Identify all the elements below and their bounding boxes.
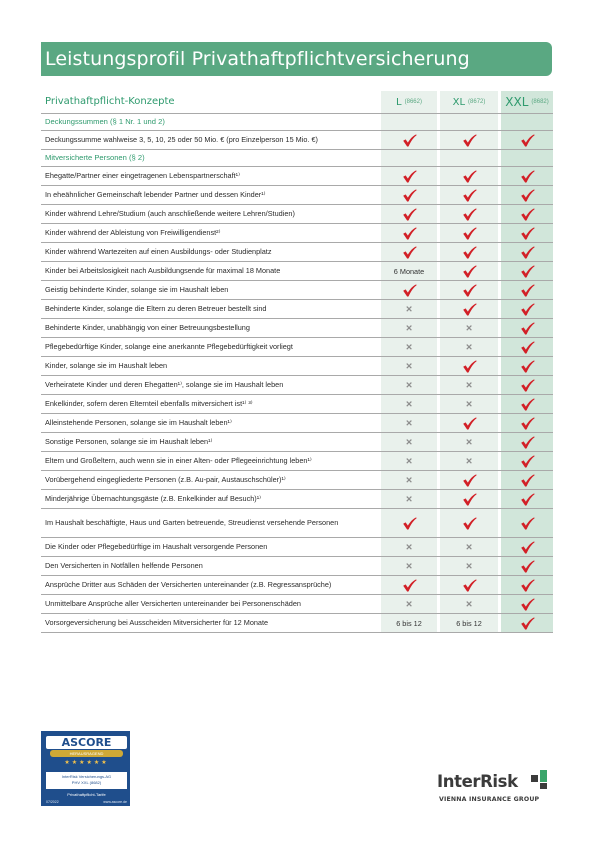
plan-l-cell xyxy=(380,414,437,432)
checkmark-icon xyxy=(462,360,477,373)
not-included-icon: ✕ xyxy=(405,436,413,447)
page-title: Leistungsprofil Privathaftpflichtversicherung xyxy=(45,48,470,70)
row-label-cell xyxy=(41,224,380,242)
checkmark-icon xyxy=(402,517,417,530)
checkmark-icon xyxy=(520,579,535,592)
logo-subtitle: VIENNA INSURANCE GROUP xyxy=(439,796,540,803)
row-label-cell xyxy=(41,452,380,470)
row-label-cell xyxy=(41,490,380,508)
logo-name: InterRisk xyxy=(437,772,518,791)
checkmark-icon xyxy=(402,189,417,202)
plan-l-cell xyxy=(380,319,437,337)
table-row xyxy=(41,167,553,186)
not-included-icon: ✕ xyxy=(465,598,473,609)
row-label: Den Versicherten in Notfällen helfende Personen xyxy=(45,561,203,571)
plan-xxl-cell xyxy=(498,509,553,537)
plan-xl-cell xyxy=(437,131,498,149)
checkmark-icon xyxy=(462,474,477,487)
plan-xl-cell xyxy=(437,224,498,242)
plan-xl-cell xyxy=(437,114,498,130)
checkmark-icon xyxy=(462,579,477,592)
not-included-icon: ✕ xyxy=(405,598,413,609)
plan-l-cell xyxy=(380,186,437,204)
row-label-cell xyxy=(41,576,380,594)
row-label: Geistig behinderte Kinder, solange sie im Haushalt leben xyxy=(45,285,229,295)
row-label: Kinder während Lehre/Studium (auch anschließende weitere Lehren/Studien) xyxy=(45,209,295,219)
checkmark-icon xyxy=(402,246,417,259)
row-label: Ehegatte/Partner einer eingetragenen Lebenspartnerschaft¹⁾ xyxy=(45,171,240,181)
plan-xl-cell xyxy=(437,452,498,470)
table-row xyxy=(41,614,553,633)
plan-xxl-cell xyxy=(498,595,553,613)
logo-mark-icon xyxy=(531,770,549,790)
checkmark-icon xyxy=(402,134,417,147)
plan-xl-cell xyxy=(437,186,498,204)
plan-xl-cell xyxy=(437,262,498,280)
row-label-cell xyxy=(41,262,380,280)
seal-category: Privathaftpflicht-Tarife xyxy=(67,792,106,797)
plan-xxl-cell xyxy=(498,471,553,489)
table-row xyxy=(41,414,553,433)
row-label: Alleinstehende Personen, solange sie im Haushalt leben¹⁾ xyxy=(45,418,232,428)
concept-label: Privathaftpflicht-Konzepte xyxy=(45,96,175,108)
plan-xl-cell xyxy=(437,281,498,299)
row-label: Pflegebedürftige Kinder, solange eine anerkannte Pflegebedürftigkeit vorliegt xyxy=(45,342,293,352)
checkmark-icon xyxy=(402,208,417,221)
plan-l-cell xyxy=(380,167,437,185)
not-included-icon: ✕ xyxy=(465,560,473,571)
row-label-cell xyxy=(41,395,380,413)
table-row xyxy=(41,186,553,205)
row-label: Kinder während Wartezeiten auf einen Ausbildungs- oder Studienplatz xyxy=(45,247,272,257)
plan-l-cell xyxy=(380,452,437,470)
checkmark-icon xyxy=(402,170,417,183)
table-row xyxy=(41,433,553,452)
plan-xl-cell xyxy=(437,205,498,223)
plan-xxl-cell xyxy=(498,614,553,632)
plan-xl-cell xyxy=(437,557,498,575)
seal-product: PHV XXL (8682) xyxy=(71,780,102,785)
row-label: Vorübergehend eingegliederte Personen (z.B. Au-pair, Austauschschüler)¹⁾ xyxy=(45,475,286,485)
plan-xl-cell xyxy=(437,300,498,318)
plan-xxl-cell xyxy=(498,414,553,432)
plan-xxl-cell xyxy=(498,452,553,470)
plan-xxl-code: (8682) xyxy=(531,99,549,105)
row-label: Sonstige Personen, solange sie im Haushalt leben¹⁾ xyxy=(45,437,213,447)
not-included-icon: ✕ xyxy=(465,436,473,447)
row-label-cell xyxy=(41,300,380,318)
checkmark-icon xyxy=(462,493,477,506)
row-label: Behinderte Kinder, unabhängig von einer Betreuungsbestellung xyxy=(45,323,250,333)
plan-l-cell xyxy=(380,557,437,575)
checkmark-icon xyxy=(520,246,535,259)
row-label-cell xyxy=(41,150,380,166)
plan-l-code: (8662) xyxy=(404,99,422,105)
row-label-cell xyxy=(41,557,380,575)
seal-footer-left: 07/2022 xyxy=(46,800,59,804)
plan-l-cell xyxy=(380,509,437,537)
row-label-cell xyxy=(41,538,380,556)
seal-brand: ASCORE xyxy=(46,736,127,749)
row-label: Behinderte Kinder, solange die Eltern zu deren Betreuer bestellt sind xyxy=(45,304,267,314)
checkmark-icon xyxy=(520,379,535,392)
table-row xyxy=(41,490,553,509)
checkmark-icon xyxy=(520,493,535,506)
checkmark-icon xyxy=(520,170,535,183)
plan-xxl-cell xyxy=(498,262,553,280)
checkmark-icon xyxy=(520,322,535,335)
plan-xl-cell xyxy=(437,243,498,261)
checkmark-icon xyxy=(520,227,535,240)
table-header-row xyxy=(41,91,553,114)
checkmark-icon xyxy=(462,265,477,278)
not-included-icon: ✕ xyxy=(465,379,473,390)
plan-l-cell xyxy=(380,338,437,356)
title-bar xyxy=(41,42,552,76)
row-label: Minderjährige Übernachtungsgäste (z.B. Enkelkinder auf Besuch)¹⁾ xyxy=(45,494,261,504)
not-included-icon: ✕ xyxy=(405,493,413,504)
checkmark-icon xyxy=(462,246,477,259)
seal-footer xyxy=(46,800,127,804)
table-row xyxy=(41,300,553,319)
interrisk-logo xyxy=(437,768,553,808)
header-plan-xl xyxy=(437,91,498,113)
plan-xl-cell xyxy=(437,395,498,413)
plan-xxl-cell xyxy=(498,300,553,318)
checkmark-icon xyxy=(520,208,535,221)
row-label: Verheiratete Kinder und deren Ehegatten¹⁾, solange sie im Haushalt leben xyxy=(45,380,284,390)
section-title: Mitversicherte Personen (§ 2) xyxy=(45,153,145,163)
checkmark-icon xyxy=(462,303,477,316)
row-label-cell xyxy=(41,186,380,204)
table-row xyxy=(41,452,553,471)
row-label: In eheähnlicher Gemeinschaft lebender Partner und dessen Kinder¹⁾ xyxy=(45,190,266,200)
plan-xl-cell xyxy=(437,433,498,451)
plan-xxl-cell xyxy=(498,576,553,594)
table-row xyxy=(41,357,553,376)
checkmark-icon xyxy=(520,360,535,373)
table-row xyxy=(41,376,553,395)
not-included-icon: ✕ xyxy=(405,322,413,333)
row-label: Kinder während der Ableistung von Freiwilligendienst²⁾ xyxy=(45,228,221,238)
checkmark-icon xyxy=(402,579,417,592)
row-label: Enkelkinder, sofern deren Elternteil ebenfalls mitversichert ist¹⁾ ³⁾ xyxy=(45,399,253,409)
checkmark-icon xyxy=(520,341,535,354)
row-label: Vorsorgeversicherung bei Ausscheiden Mitversicherter für 12 Monate xyxy=(45,618,269,628)
checkmark-icon xyxy=(462,189,477,202)
not-included-icon: ✕ xyxy=(405,560,413,571)
table-row xyxy=(41,338,553,357)
plan-xxl-cell xyxy=(498,376,553,394)
plan-xxl-cell xyxy=(498,281,553,299)
row-label-cell xyxy=(41,114,380,130)
plan-xxl-cell xyxy=(498,243,553,261)
row-label-cell xyxy=(41,319,380,337)
not-included-icon: ✕ xyxy=(405,474,413,485)
plan-l-cell xyxy=(380,433,437,451)
checkmark-icon xyxy=(520,417,535,430)
row-label-cell xyxy=(41,338,380,356)
row-label-cell xyxy=(41,131,380,149)
value-text: 6 bis 12 xyxy=(396,618,422,628)
plan-l-cell xyxy=(380,281,437,299)
table-row xyxy=(41,595,553,614)
checkmark-icon xyxy=(520,517,535,530)
not-included-icon: ✕ xyxy=(465,322,473,333)
row-label-cell xyxy=(41,376,380,394)
row-label: Kinder bei Arbeitslosigkeit nach Ausbildungsende für maximal 18 Monate xyxy=(45,266,281,276)
plan-xl-cell xyxy=(437,595,498,613)
plan-xxl-cell xyxy=(498,114,553,130)
plan-l-cell xyxy=(380,243,437,261)
plan-xl-cell xyxy=(437,490,498,508)
table-row xyxy=(41,281,553,300)
plan-l-cell xyxy=(380,614,437,632)
header-plan-xxl xyxy=(498,91,553,113)
benefits-table xyxy=(41,91,553,633)
not-included-icon: ✕ xyxy=(405,455,413,466)
not-included-icon: ✕ xyxy=(405,541,413,552)
plan-l-cell xyxy=(380,131,437,149)
row-label-cell xyxy=(41,205,380,223)
row-label-cell xyxy=(41,471,380,489)
checkmark-icon xyxy=(520,189,535,202)
table-row xyxy=(41,131,553,150)
row-label-cell xyxy=(41,357,380,375)
checkmark-icon xyxy=(462,517,477,530)
checkmark-icon xyxy=(520,284,535,297)
seal-company: InterRisk Versicherungs-AG xyxy=(61,774,112,779)
row-label: Im Haushalt beschäftigte, Haus und Garten betreuende, Streudienst versehende Personen xyxy=(45,518,339,528)
section-row xyxy=(41,150,553,167)
plan-xl-cell xyxy=(437,376,498,394)
plan-xxl-cell xyxy=(498,357,553,375)
seal-info-box xyxy=(46,772,127,789)
checkmark-icon xyxy=(462,208,477,221)
plan-l-cell xyxy=(380,395,437,413)
row-label-cell xyxy=(41,595,380,613)
checkmark-icon xyxy=(520,265,535,278)
section-row xyxy=(41,114,553,131)
checkmark-icon xyxy=(520,134,535,147)
plan-xl-name: XL xyxy=(452,96,466,108)
plan-xxl-cell xyxy=(498,490,553,508)
checkmark-icon xyxy=(520,474,535,487)
table-row xyxy=(41,509,553,538)
plan-xxl-cell xyxy=(498,319,553,337)
plan-xxl-cell xyxy=(498,167,553,185)
header-label-cell xyxy=(41,91,380,113)
checkmark-icon xyxy=(462,134,477,147)
table-row xyxy=(41,471,553,490)
plan-xl-cell xyxy=(437,538,498,556)
table-row xyxy=(41,243,553,262)
plan-l-cell xyxy=(380,205,437,223)
table-row xyxy=(41,395,553,414)
checkmark-icon xyxy=(462,170,477,183)
table-row xyxy=(41,262,553,281)
not-included-icon: ✕ xyxy=(405,398,413,409)
plan-xl-cell xyxy=(437,357,498,375)
plan-l-cell xyxy=(380,357,437,375)
plan-xl-code: (8672) xyxy=(468,99,486,105)
plan-xxl-cell xyxy=(498,150,553,166)
row-label-cell xyxy=(41,433,380,451)
ascore-seal xyxy=(41,731,130,806)
plan-l-cell xyxy=(380,262,437,280)
table-row xyxy=(41,319,553,338)
checkmark-icon xyxy=(520,598,535,611)
not-included-icon: ✕ xyxy=(465,541,473,552)
table-row xyxy=(41,205,553,224)
plan-xl-cell xyxy=(437,614,498,632)
plan-l-cell xyxy=(380,576,437,594)
seal-footer-right: www.ascore.de xyxy=(103,800,127,804)
plan-l-cell xyxy=(380,490,437,508)
plan-l-cell xyxy=(380,376,437,394)
table-row xyxy=(41,576,553,595)
checkmark-icon xyxy=(520,398,535,411)
plan-l-cell xyxy=(380,114,437,130)
plan-l-name: L xyxy=(396,96,402,108)
checkmark-icon xyxy=(520,436,535,449)
table-row xyxy=(41,538,553,557)
table-row xyxy=(41,224,553,243)
plan-xl-cell xyxy=(437,319,498,337)
not-included-icon: ✕ xyxy=(405,379,413,390)
plan-xl-cell xyxy=(437,150,498,166)
checkmark-icon xyxy=(520,303,535,316)
not-included-icon: ✕ xyxy=(465,455,473,466)
row-label-cell xyxy=(41,509,380,537)
plan-l-cell xyxy=(380,150,437,166)
plan-xl-cell xyxy=(437,509,498,537)
plan-xl-cell xyxy=(437,167,498,185)
value-text: 6 Monate xyxy=(393,266,425,276)
seal-badge: HERAUSRAGEND xyxy=(50,750,123,757)
plan-xxl-cell xyxy=(498,186,553,204)
plan-l-cell xyxy=(380,595,437,613)
seal-stars: ★★★★★★ xyxy=(64,760,109,766)
plan-l-cell xyxy=(380,300,437,318)
plan-xxl-cell xyxy=(498,131,553,149)
section-title: Deckungssummen (§ 1 Nr. 1 und 2) xyxy=(45,117,165,127)
not-included-icon: ✕ xyxy=(405,417,413,428)
not-included-icon: ✕ xyxy=(405,360,413,371)
plan-xxl-cell xyxy=(498,205,553,223)
checkmark-icon xyxy=(402,284,417,297)
checkmark-icon xyxy=(520,455,535,468)
not-included-icon: ✕ xyxy=(405,303,413,314)
row-label-cell xyxy=(41,167,380,185)
plan-l-cell xyxy=(380,224,437,242)
plan-xl-cell xyxy=(437,576,498,594)
plan-xxl-cell xyxy=(498,557,553,575)
checkmark-icon xyxy=(520,617,535,630)
row-label: Eltern und Großeltern, auch wenn sie in einer Alten- oder Pflegeeinrichtung leben¹⁾ xyxy=(45,456,312,466)
not-included-icon: ✕ xyxy=(465,341,473,352)
row-label-cell xyxy=(41,614,380,632)
not-included-icon: ✕ xyxy=(405,341,413,352)
plan-l-cell xyxy=(380,538,437,556)
checkmark-icon xyxy=(402,227,417,240)
plan-l-cell xyxy=(380,471,437,489)
not-included-icon: ✕ xyxy=(465,398,473,409)
row-label-cell xyxy=(41,414,380,432)
checkmark-icon xyxy=(520,560,535,573)
plan-xxl-cell xyxy=(498,224,553,242)
plan-xxl-name: XXL xyxy=(505,95,529,109)
plan-xxl-cell xyxy=(498,338,553,356)
checkmark-icon xyxy=(520,541,535,554)
plan-xl-cell xyxy=(437,471,498,489)
row-label-cell xyxy=(41,243,380,261)
value-text: 6 bis 12 xyxy=(456,618,482,628)
plan-xxl-cell xyxy=(498,538,553,556)
checkmark-icon xyxy=(462,284,477,297)
header-plan-l xyxy=(380,91,437,113)
row-label-cell xyxy=(41,281,380,299)
row-label: Ansprüche Dritter aus Schäden der Versicherten untereinander (z.B. Regressansprüche) xyxy=(45,580,332,590)
plan-xl-cell xyxy=(437,338,498,356)
checkmark-icon xyxy=(462,417,477,430)
row-label: Die Kinder oder Pflegebedürftige im Haushalt versorgende Personen xyxy=(45,542,268,552)
plan-xl-cell xyxy=(437,414,498,432)
checkmark-icon xyxy=(462,227,477,240)
row-label: Deckungssumme wahlweise 3, 5, 10, 25 oder 50 Mio. € (pro Einzelperson 15 Mio. €) xyxy=(45,135,318,145)
row-label: Kinder, solange sie im Haushalt leben xyxy=(45,361,168,371)
plan-xxl-cell xyxy=(498,395,553,413)
row-label: Unmittelbare Ansprüche aller Versicherten untereinander bei Personenschäden xyxy=(45,599,301,609)
plan-xxl-cell xyxy=(498,433,553,451)
table-row xyxy=(41,557,553,576)
